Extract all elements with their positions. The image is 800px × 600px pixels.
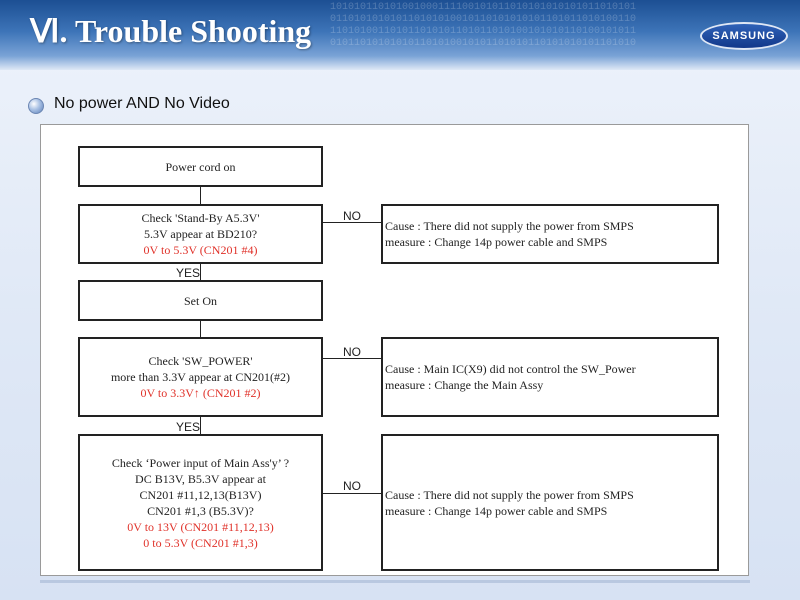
label-yes-1: YES [176,266,201,280]
step-set-on: Set On [78,280,323,321]
binary-pattern: 101010110101001000111100101011010101010101011010101 011010101010110101010010110101010101101011010100110 110101001101011010101101011010100101010110100101011 010110101010101101010010101101010110101010101101010 [330,2,637,49]
step-check-standby: Check 'Stand-By A5.3V' 5.3V appear at BD210? 0V to 5.3V (CN201 #4) [78,204,323,264]
connector-4-5 [200,417,201,435]
connector-2-3 [200,263,201,281]
cause-box-1: Cause : There did not supply the power from SMPS measure : Change 14p power cable and SMPS [381,204,719,264]
flowchart-panel [40,124,749,576]
page-title: Ⅵ. Trouble Shooting [30,13,312,49]
bullet-icon [28,98,44,114]
step-power-cord-on: Power cord on [78,146,323,187]
connector-3-4 [200,320,201,338]
slide-subtitle: No power AND No Video [54,95,230,112]
label-yes-2: YES [176,420,201,434]
header-banner [0,0,800,70]
step-check-sw-power: Check 'SW_POWER' more than 3.3V appear at CN201(#2) 0V to 3.3V↑ (CN201 #2) [78,337,323,417]
label-no-1: NO [343,209,361,223]
label-no-2: NO [343,345,361,359]
cause-box-3: Cause : There did not supply the power from SMPS measure : Change 14p power cable and SMPS [381,434,719,571]
connector-no-3 [321,493,381,494]
connector-1-2 [200,186,201,204]
samsung-logo: SAMSUNG [700,22,788,50]
step-check-main-power-input: Check ‘Power input of Main Ass'y’ ? DC B13V, B5.3V appear at CN201 #11,12,13(B13V) CN201 #1,3 (B5.3V)? 0V to 13V (CN201 #11,12,13) 0 to 5.3V (CN201 #1,3) [78,434,323,571]
footer-bar [40,580,750,583]
label-no-3: NO [343,479,361,493]
cause-box-2: Cause : Main IC(X9) did not control the SW_Power measure : Change the Main Assy [381,337,719,417]
